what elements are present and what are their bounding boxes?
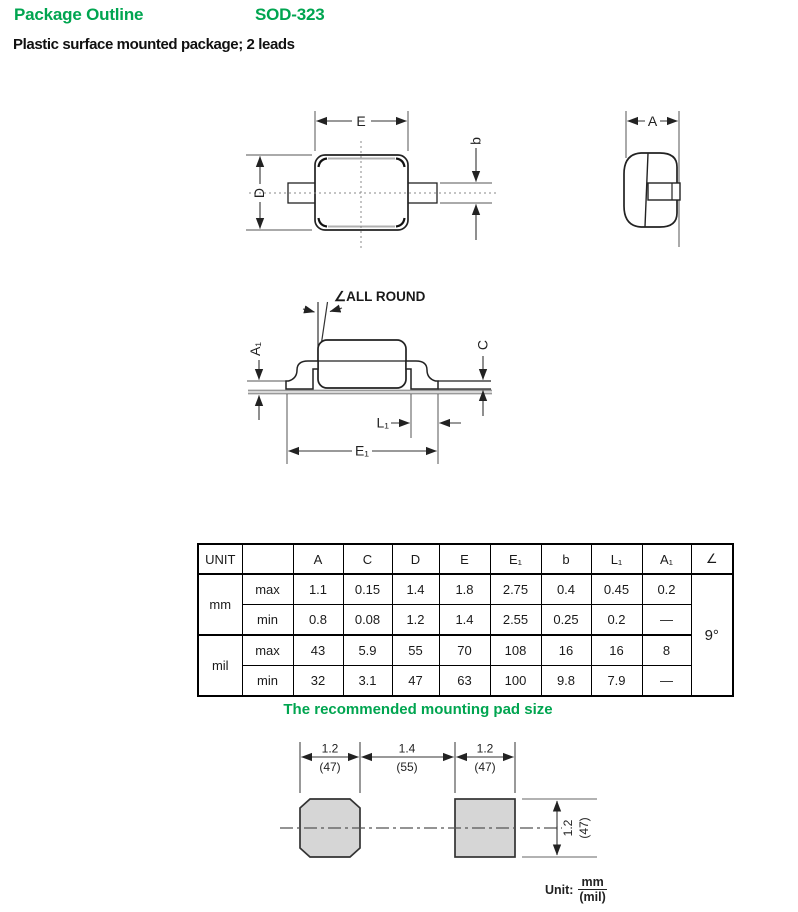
- cell: 5.9: [343, 635, 392, 666]
- cell: 0.15: [343, 574, 392, 605]
- header-L1: L₁: [591, 544, 642, 574]
- cell: —: [642, 666, 691, 697]
- cell: 7.9: [591, 666, 642, 697]
- top-view: [246, 111, 497, 249]
- unit-note-label: Unit:: [545, 882, 574, 897]
- cell: 55: [392, 635, 439, 666]
- table-row: [198, 574, 733, 605]
- cell: 3.1: [343, 666, 392, 697]
- cell: 1.4: [392, 574, 439, 605]
- cell: 0.2: [591, 605, 642, 636]
- pad-dim-left-mil: (47): [319, 760, 341, 774]
- header-C: C: [343, 544, 392, 574]
- pad-dim-center-mm: 1.4: [398, 741, 416, 756]
- pad-section-heading: The recommended mounting pad size: [283, 701, 553, 718]
- package-description: Plastic surface mounted package; 2 leads: [13, 36, 295, 53]
- row-label: min: [242, 666, 293, 697]
- header-b: b: [541, 544, 591, 574]
- dim-label-b: b: [467, 137, 484, 145]
- header-blank: [242, 544, 293, 574]
- cell: 0.4: [541, 574, 591, 605]
- cell: 108: [490, 635, 541, 666]
- cell: 2.55: [490, 605, 541, 636]
- profile-view: [247, 289, 492, 464]
- cell: 0.08: [343, 605, 392, 636]
- cell: 70: [439, 635, 490, 666]
- unit-note: [545, 875, 607, 905]
- dim-label-A: A: [647, 113, 658, 129]
- cell: 9.8: [541, 666, 591, 697]
- header-A1: A₁: [642, 544, 691, 574]
- cell: 1.4: [439, 605, 490, 636]
- unit-numerator: mm: [578, 875, 606, 890]
- table-row: [198, 635, 733, 666]
- dim-label-D: D: [251, 187, 267, 199]
- cell: 8: [642, 635, 691, 666]
- unit-mm: mm: [198, 574, 242, 635]
- angle-value: 9°: [691, 574, 733, 696]
- cell: 32: [293, 666, 343, 697]
- pad-dim-height-mil: (47): [577, 817, 591, 839]
- header-A: A: [293, 544, 343, 574]
- cell: 16: [591, 635, 642, 666]
- cell: 47: [392, 666, 439, 697]
- table-header-row: [198, 544, 733, 574]
- dim-label-E: E: [356, 113, 366, 129]
- package-name: SOD-323: [255, 5, 325, 24]
- cell: 1.2: [392, 605, 439, 636]
- cell: 100: [490, 666, 541, 697]
- cell: 16: [541, 635, 591, 666]
- page-title: Package Outline: [14, 5, 144, 24]
- unit-fraction: [578, 875, 606, 905]
- cell: 2.75: [490, 574, 541, 605]
- cell: 0.45: [591, 574, 642, 605]
- row-label: max: [242, 635, 293, 666]
- pad-dim-left-mm: 1.2: [321, 741, 339, 756]
- header-unit: UNIT: [198, 544, 242, 574]
- dim-label-E1: E₁: [354, 442, 370, 459]
- pad-dim-right-mm: 1.2: [476, 741, 494, 756]
- header-angle: ∠: [691, 544, 733, 574]
- dim-label-C: C: [474, 339, 491, 351]
- unit-denominator: (mil): [579, 890, 606, 905]
- table-row: [198, 666, 733, 697]
- pad-dim-right-mil: (47): [474, 760, 496, 774]
- cell: 0.25: [541, 605, 591, 636]
- cell: 1.1: [293, 574, 343, 605]
- header-E1: E₁: [490, 544, 541, 574]
- row-label: min: [242, 605, 293, 636]
- pad-dim-center-mil: (55): [396, 760, 418, 774]
- dim-label-L1: L₁: [376, 414, 389, 431]
- unit-mil: mil: [198, 635, 242, 696]
- mounting-pad-view: [280, 742, 597, 858]
- row-label: max: [242, 574, 293, 605]
- cell: 0.8: [293, 605, 343, 636]
- all-round-label: ∠ALL ROUND: [334, 289, 426, 304]
- header-E: E: [439, 544, 490, 574]
- cell: 43: [293, 635, 343, 666]
- dim-label-A1: A₁: [247, 341, 263, 357]
- table-row: [198, 605, 733, 636]
- dimension-table: [197, 543, 734, 697]
- end-view: [624, 111, 680, 247]
- pad-dim-height-mm: 1.2: [561, 819, 575, 837]
- header-D: D: [392, 544, 439, 574]
- cell: 1.8: [439, 574, 490, 605]
- cell: 63: [439, 666, 490, 697]
- cell: 0.2: [642, 574, 691, 605]
- cell: —: [642, 605, 691, 636]
